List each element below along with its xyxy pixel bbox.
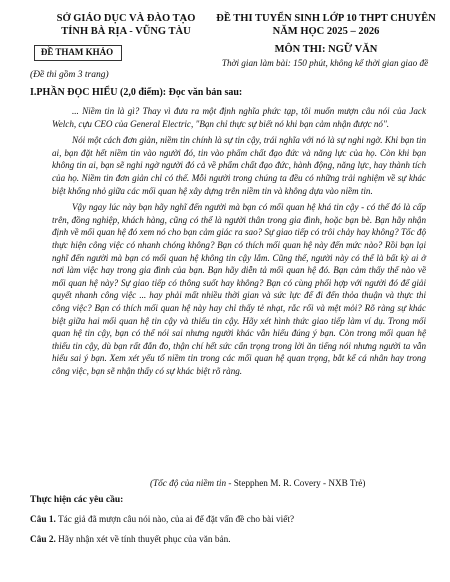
section-title: I.PHẦN ĐỌC HIỂU (2,0 điểm): Đọc văn bản sau:	[30, 87, 243, 98]
question-1	[30, 515, 294, 525]
exam-subject: MÔN THI: NGỮ VĂN	[274, 44, 378, 55]
question-2	[30, 535, 231, 545]
time-note: Thời gian làm bài: 150 phút, không kể thời gian giao đề	[221, 58, 429, 68]
school-year: NĂM HỌC 2025 – 2026	[272, 26, 380, 37]
question-2-number: Câu 2.	[30, 535, 56, 545]
reference-stamp-label: ĐỀ THAM KHẢO	[40, 47, 114, 57]
tasks-title: Thực hiện các yêu cầu:	[30, 495, 124, 505]
department-name: SỞ GIÁO DỤC VÀ ĐÀO TẠO	[56, 13, 196, 24]
passage-paragraph-3: Vậy ngay lúc này bạn hãy nghĩ đến người mà bạn có mối quan hệ khá tin cậy - có thể đó là cấp trên, đồng nghiệp, khách hàng, cũng có thể là người thân trong gia đình, hoặc bạn bè. Bạn hãy nhận định về mối quan hệ đó xem nó cho bạn cảm giác ra sao? Sự giao tiếp có trôi chảy hay không? Tốc độ thực hiện công việc có nhanh chóng không? Bạn có thích mối quan hệ này đến mức nào? Rồi bạn lại nghĩ đến người mà bạn có mối quan hệ không tin cậy lắm. Cũng thế, người này có thể là bất kỳ ai ở nơi làm việc hay trong gia đình của bạn. Bạn hãy diễn tả mối quan hệ đó. Bạn cảm thấy thế nào về mối quan hệ này? Sự giao tiếp có thông suốt hay không? Bạn có cùng phối hợp với người đó để giải quyết nhanh công việc ... hay phải mất nhiều thời gian và sức lực để đi đến thỏa thuận và thực thi công việc? Bạn có thích mối quan hệ này hay chỉ thấy tẻ nhạt, rắc rối và mệt mỏi? Rõ ràng sự khác biệt giữa hai mối quan hệ tin cậy và thiếu tin cậy. Hãy xét hình thức giao tiếp làm ví dụ. Trong mối quan hệ tin cậy, bạn có thể nói sai nhưng người khác vẫn hiểu đúng ý bạn. Còn trong mối quan hệ thiếu tin cậy, dù bạn rất đắn đo, thận chí hết sức cẩn trọng trong lời ăn tiếng nói nhưng người ta vẫn hiểu sai ý bạn. Xem xét yếu tố niềm tin trong các mối quan hệ quan trọng, bắt kể cá nhân hay trong công việc, bạn sẽ nhận thấy có sự khác biệt rõ ràng.	[52, 202, 426, 376]
passage-source	[150, 478, 440, 488]
question-1-number: Câu 1.	[30, 515, 56, 525]
exam-title: ĐỀ THI TUYỂN SINH LỚP 10 THPT CHUYÊN	[216, 13, 436, 24]
question-2-text: Hãy nhận xét về tính thuyết phục của văn bản.	[55, 535, 231, 545]
exam-header	[206, 12, 446, 38]
source-author: - Stepphen M. R. Covery - NXB Trẻ)	[226, 478, 366, 488]
passage-paragraph-2: Nói một cách đơn giản, niềm tin chính là sự tin cậy, trái nghĩa với nó là sự nghi ngờ. Khi bạn tin ai, bạn đặt hết niềm tin vào người đó, tin vào phẩm chất đạo đức và năng lực của họ. Còn khi bạn không tin ai, bạn sẽ nghi ngờ người đó cả về phẩm chất đạo đức, hành động, năng lực, hay thành tích của họ. Niềm tin đơn giản chỉ có thế. Mỗi người trong chúng ta đều có những trải nghiệm về sự khác biệt khổng nhỏ giữa các mối quan hệ xây dựng trên niềm tin và không dựa vào niềm tin.	[52, 135, 426, 196]
department-header	[26, 12, 226, 38]
province-name: TỈNH BÀ RỊA - VŨNG TÀU	[61, 26, 191, 37]
source-title: (Tốc độ của niềm tin	[150, 478, 227, 488]
question-1-text: Tác giả đã mượn câu nói nào, của ai để đặt vấn đề cho bài viết?	[55, 515, 295, 525]
passage-paragraph-1: ... Niềm tin là gì? Thay vì đưa ra một định nghĩa phức tạp, tôi muốn mượn câu nói của Jack Welch, cựu CEO của General Electric, "Bạn chỉ thực sự biết nó khi bạn cảm nhận được nó".	[52, 106, 426, 129]
reading-passage	[52, 105, 426, 381]
pages-note: (Đề thi gồm 3 trang)	[30, 70, 109, 80]
